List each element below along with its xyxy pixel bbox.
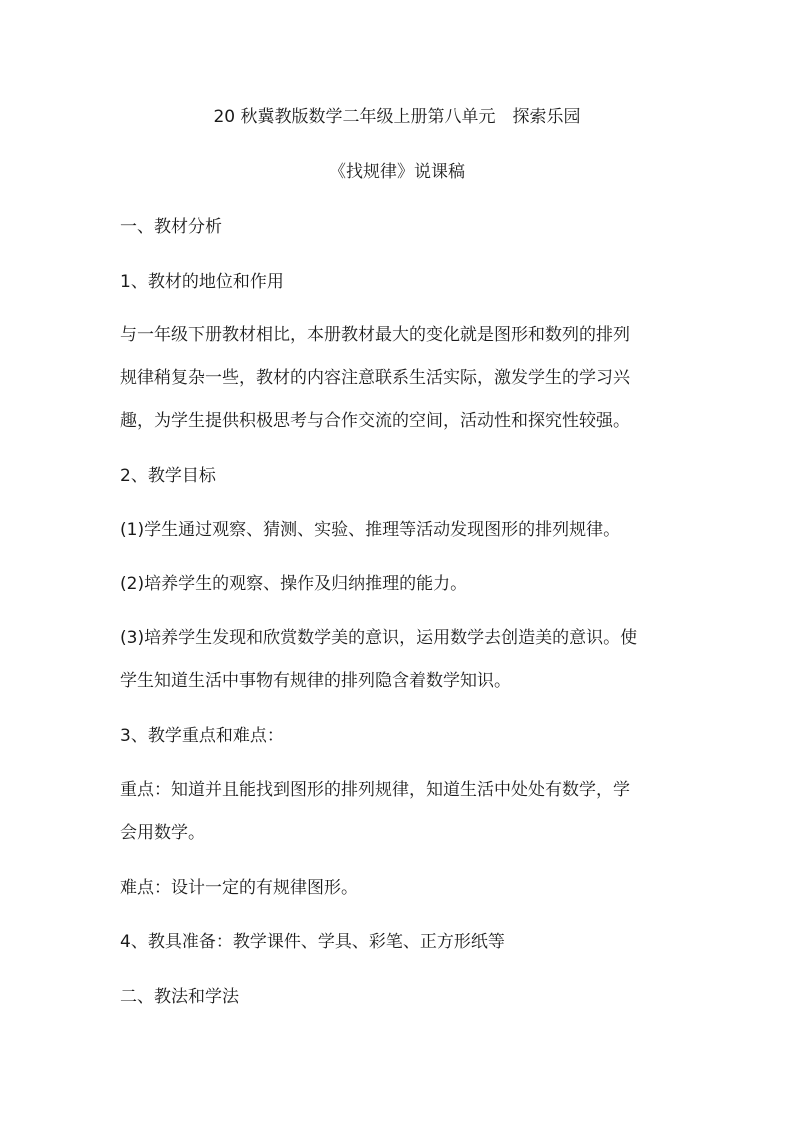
- paragraph-line: 趣，为学生提供积极思考与合作交流的空间，活动性和探究性较强。: [120, 411, 630, 431]
- key-point-line: 重点：知道并且能找到图形的排列规律，知道生活中处处有数学，学: [120, 780, 630, 800]
- subheading-position-and-role: 1、教材的地位和作用: [120, 272, 284, 292]
- subheading-teaching-aids: 4、教具准备：教学课件、学具、彩笔、正方形纸等: [120, 932, 505, 952]
- goal-item: (2)培养学生的观察、操作及归纳推理的能力。: [120, 574, 468, 594]
- paragraph-line: 与一年级下册教材相比，本册教材最大的变化就是图形和数列的排列: [120, 325, 630, 345]
- document-subtitle: 《找规律》说课稿: [329, 162, 465, 182]
- goal-item: (1)学生通过观察、猜测、实验、推理等活动发现图形的排列规律。: [120, 520, 621, 540]
- subheading-key-and-difficult-points: 3、教学重点和难点：: [120, 726, 284, 746]
- section-heading-methods: 二、教法和学法: [120, 987, 239, 1007]
- paragraph-line: 规律稍复杂一些，教材的内容注意联系生活实际，激发学生的学习兴: [120, 368, 630, 388]
- difficult-point-line: 难点：设计一定的有规律图形。: [120, 878, 358, 898]
- section-heading-textbook-analysis: 一、教材分析: [120, 217, 222, 237]
- key-point-line-continued: 会用数学。: [120, 823, 205, 843]
- goal-item: (3)培养学生发现和欣赏数学美的意识，运用数学去创造美的意识。使: [120, 628, 638, 648]
- goal-item-continued: 学生知道生活中事物有规律的排列隐含着数学知识。: [120, 671, 511, 691]
- document-title: 20 秋冀教版数学二年级上册第八单元 探索乐园: [213, 107, 581, 127]
- subheading-teaching-goals: 2、教学目标: [120, 466, 216, 486]
